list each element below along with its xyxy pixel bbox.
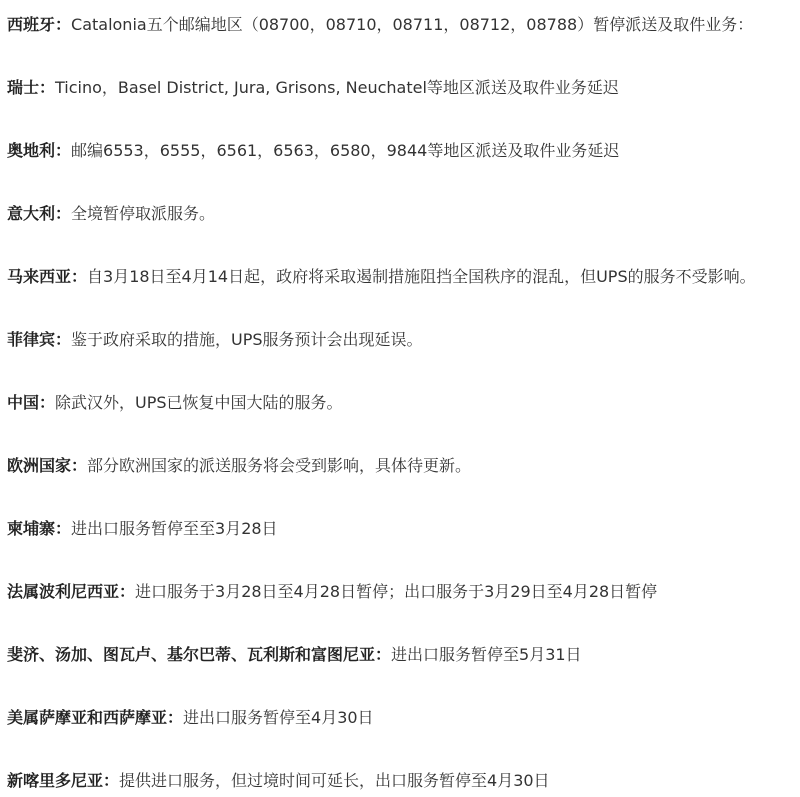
country-label: 奥地利： xyxy=(7,141,72,160)
country-label: 菲律宾： xyxy=(7,330,72,349)
notice-item-italy xyxy=(7,203,790,225)
country-label: 美属萨摩亚和西萨摩亚： xyxy=(7,708,184,727)
notice-item-new-caledonia xyxy=(7,770,790,792)
notice-item-spain xyxy=(7,14,790,36)
notice-item-switzerland xyxy=(7,77,790,99)
notice-text: 邮编6553，6555，6561，6563，6580，9844等地区派送及取件业务延迟 xyxy=(71,141,620,160)
country-label: 柬埔寨： xyxy=(7,519,72,538)
notice-text: Ticino，Basel District, Jura, Grisons, Neuchatel等地区派送及取件业务延迟 xyxy=(55,78,619,97)
country-label: 西班牙： xyxy=(7,15,72,34)
country-label: 斐济、汤加、图瓦卢、基尔巴蒂、瓦利斯和富图尼亚： xyxy=(7,645,392,664)
notice-text: 自3月18日至4月14日起，政府将采取遏制措施阻挡全国秩序的混乱，但UPS的服务不受影响。 xyxy=(87,267,756,286)
notice-text: 鉴于政府采取的措施，UPS服务预计会出现延误。 xyxy=(71,330,423,349)
notice-item-austria xyxy=(7,140,790,162)
notice-item-french-polynesia xyxy=(7,581,790,603)
notice-item-china xyxy=(7,392,790,414)
notice-item-samoa xyxy=(7,707,790,729)
notice-text: 全境暂停取派服务。 xyxy=(71,204,216,223)
country-label: 中国： xyxy=(7,393,56,412)
country-label: 新喀里多尼亚： xyxy=(7,771,120,790)
notice-item-philippines xyxy=(7,329,790,351)
notice-text: Catalonia五个邮编地区（08700，08710，08711，08712，08788）暂停派送及取件业务： xyxy=(71,15,754,34)
notice-text: 进口服务于3月28日至4月28日暂停；出口服务于3月29日至4月28日暂停 xyxy=(135,582,658,601)
notice-item-europe xyxy=(7,455,790,477)
notice-text: 提供进口服务，但过境时间可延长，出口服务暂停至4月30日 xyxy=(119,771,550,790)
notice-item-pacific-islands xyxy=(7,644,790,666)
country-label: 意大利： xyxy=(7,204,72,223)
country-label: 法属波利尼西亚： xyxy=(7,582,136,601)
notice-text: 除武汉外，UPS已恢复中国大陆的服务。 xyxy=(55,393,343,412)
notice-text: 进出口服务暂停至4月30日 xyxy=(183,708,374,727)
country-label: 欧洲国家： xyxy=(7,456,88,475)
notice-text: 进出口服务暂停至5月31日 xyxy=(391,645,582,664)
notice-text: 进出口服务暂停至至3月28日 xyxy=(71,519,278,538)
notice-item-cambodia xyxy=(7,518,790,540)
country-label: 马来西亚： xyxy=(7,267,88,286)
notice-text: 部分欧洲国家的派送服务将会受到影响，具体待更新。 xyxy=(87,456,472,475)
notice-item-malaysia xyxy=(7,266,790,288)
country-label: 瑞士： xyxy=(7,78,56,97)
